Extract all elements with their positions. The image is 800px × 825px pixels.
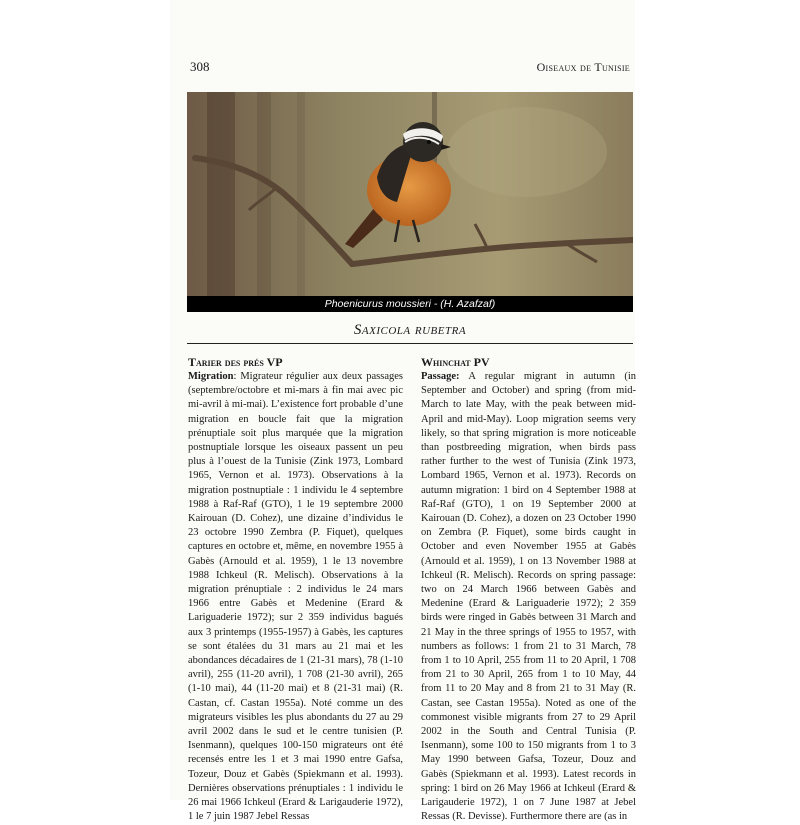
bird-photo-illustration <box>187 92 633 310</box>
french-body: : Migrateur régulier aux deux passages (septembre/octobre et mi-mars à fin mai avec pic mi-avril à mi-mai). L’existence fort probable d’une migration en boucle fait que la migration prénuptiale soit plus marquée que la migration postnuptiale lorsque les oiseaux passent un peu plus à l’ouest de la Tunisie (Zink 1973, Lombard 1965, Vernon et al. 1973). Observations à la migration postnuptiale : 1 individu le 4 septembre 1988 à Raf-Raf (GTO), 1 le 19 septembre 2000 Kairouan (D. Cohez), une dizaine d’individus le 23 octobre 1990 Zembra (P. Fiquet), quelques captures en octobre et, même, en novembre 1955 à Gabès (Arnould et al. 1959), 1 le 13 novembre 1988 Ichkeul (R. Melisch). Observations à la migration prénuptiale : 2 individus le 24 mars 1966 entre Gabès et Medenine (Erard & Lariguaderie 1972); sur 2 359 individus bagués aux 3 printemps (1955-1957) à Gabès, les captures se sont étalées du 31 mars au 21 mai et les abondances décadaires de 1 (21-31 mars), 78 (1-10 avril), 255 (11-20 avril), 1 708 (21-30 avril), 265 (1-10 mai), 44 (11-20 mai) et 8 (21-31 mai) (R. Castan, cf. Castan 1955a). Noté comme un des migrateurs visibles les plus abondants du 27 au 29 avril 2002 dans le sud et le centre tunisien (P. Isenmann), quelques 100-150 migrateurs ont été recensés entre les 1 et 3 mai 1990 entre Gafsa, Tozeur, Douz et Gabès (Spiekmann et al. 1993). Dernières observations prénuptiales : 1 individu le 26 mai 1966 Ichkeul (Erard & Larigauderie 1972), 1 le 7 juin 1987 Jebel Ressas <box>188 371 403 823</box>
english-paragraph <box>421 370 636 825</box>
bird-photo <box>187 92 633 310</box>
english-lead: Passage: <box>421 371 460 382</box>
species-title: Saxicola rubetra <box>353 322 467 338</box>
photo-caption: Phoenicurus moussieri - (H. Azafzaf) <box>187 296 633 312</box>
english-column <box>421 355 636 825</box>
french-paragraph <box>188 370 403 825</box>
english-heading: Whinchat PV <box>421 355 490 369</box>
french-heading: Tarier des prés VP <box>188 355 283 369</box>
french-lead: Migration <box>188 371 234 382</box>
running-head: Oiseaux de Tunisie <box>536 60 630 74</box>
french-column <box>188 355 403 825</box>
english-body: A regular migrant in autumn (in September and October) and spring (from mid-March to late May, with the peak between mid-April and mid-May). Loop migration seems very likely, so that spring migration is more noticeable than postbreeding migration, when birds pass rather further to the west of Tunisia (Zink 1973, Lombard 1965, Vernon et al. 1973). Records on autumn migration: 1 bird on 4 September 1988 at Raf-Raf (GTO), 1 on 19 September 2000 at Kairouan (D. Cohez), a dozen on 23 October 1990 on Zembra (P. Fiquet), some birds caught in October and even November 1955 at Gabès (Arnould et al. 1959), 1 on 13 November 1988 at Ichkeul (R. Melisch). Records on spring passage: two on 24 March 1966 between Gabès and Medenine (Erard & Lariguaderie 1972); 2 359 birds were ringed in Gabès between 31 March and 21 May in the three springs of 1955 to 1957, with numbers as follows: 1 from 21 to 31 March, 78 from 1 to 10 April, 255 from 11 to 20 April, 1 708 from 21 to 30 April, 265 from 1 to 10 May, 44 from 11 to 20 May and 8 from 21 to 31 May (R. Castan, see Castan 1955a). Noted as one of the commonest visible migrants from 27 to 29 April 2002 in the South and Central Tunisia (P. Isenmann), some 100 to 150 migrants from 1 to 3 May 1990 between Gafsa, Tozeur, Douz and Gabès (Spiekmann et al. 1993). Latest records in spring: 1 bird on 26 May 1966 at Ichkeul (Erard & Larigauderie 1972), 1 on 7 June 1987 at Jebel Ressas (R. Devisse). Furthermore there are (as in <box>421 371 636 823</box>
page-number: 308 <box>190 59 210 74</box>
title-divider <box>187 343 633 344</box>
